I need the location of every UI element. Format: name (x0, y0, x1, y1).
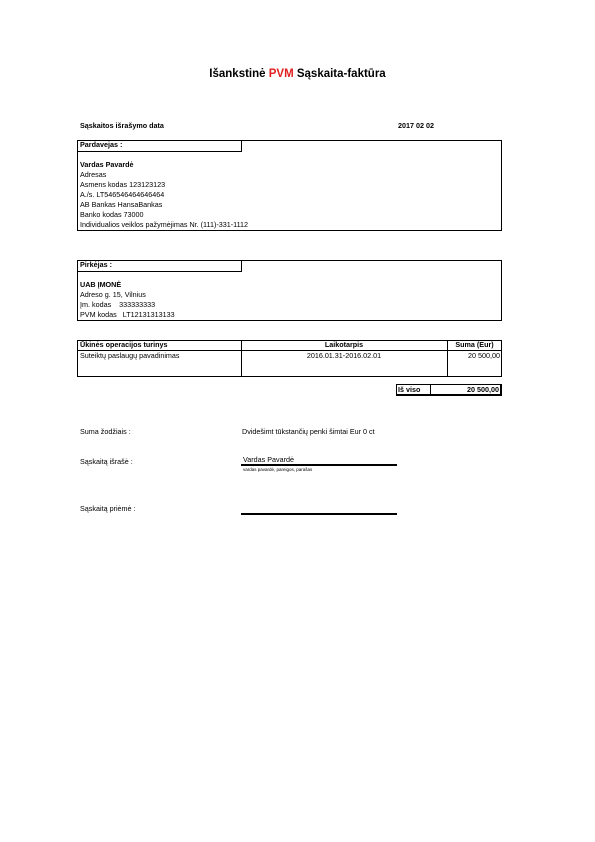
buyer-details (80, 290, 175, 320)
seller-line: Asmens kodas 123123123 (80, 180, 166, 189)
title-text-2: Sąskaita-faktūra (293, 68, 386, 80)
seller-details (80, 170, 248, 230)
seller-line: Banko kodas 73000 (80, 210, 144, 219)
received-label: Sąskaitą priėmė : (80, 504, 136, 513)
total-value: 20 500,00 (467, 385, 499, 394)
issue-date-value: 2017 02 02 (398, 121, 434, 130)
items-header-sum: Suma (Eur) (455, 340, 494, 349)
item-name: Suteiktų paslaugų pavadinimas (80, 351, 180, 360)
words-label: Suma žodžiais : (80, 427, 131, 436)
title-text-pvm: PVM (268, 68, 294, 80)
issued-caption: vardas pavardė, pareigos, parašas (243, 467, 313, 472)
issue-date-label: Sąskaitos išrašymo data (80, 121, 164, 130)
total-label: Iš viso (398, 385, 421, 394)
issued-name: Vardas Pavardė (243, 455, 295, 464)
buyer-line: Įm. kodas 333333333 (80, 300, 156, 309)
buyer-name: UAB ĮMONĖ (80, 280, 122, 289)
seller-line: Individualios veiklos pažymėjimas Nr. (111)-331-1112 (80, 220, 249, 229)
document-title (0, 68, 595, 80)
buyer-line: PVM kodas LT12131313133 (80, 310, 175, 319)
issued-label: Sąskaitą išrašė : (80, 457, 133, 466)
seller-name: Vardas Pavardė (80, 160, 134, 169)
words-value: Dvidešimt tūkstančių penki šimtai Eur 0 ct (242, 427, 375, 436)
item-period: 2016.01.31-2016.02.01 (306, 351, 382, 360)
items-header-period: Laikotarpis (324, 340, 364, 349)
buyer-heading: Pirkėjas : (80, 260, 112, 269)
issued-signature-line (241, 464, 397, 466)
seller-line: A./s. LT546546464646464 (80, 190, 165, 199)
seller-heading: Pardavejas : (80, 140, 123, 149)
seller-line: AB Bankas HansaBankas (80, 200, 163, 209)
received-signature-line (241, 513, 397, 515)
title-text-1: Išankstinė (209, 68, 269, 80)
seller-line: Adresas (80, 170, 107, 179)
item-sum: 20 500,00 (468, 351, 500, 360)
items-header-content: Ūkinės operacijos turinys (80, 340, 168, 349)
buyer-line: Adreso g. 15, Vilnius (80, 290, 146, 299)
